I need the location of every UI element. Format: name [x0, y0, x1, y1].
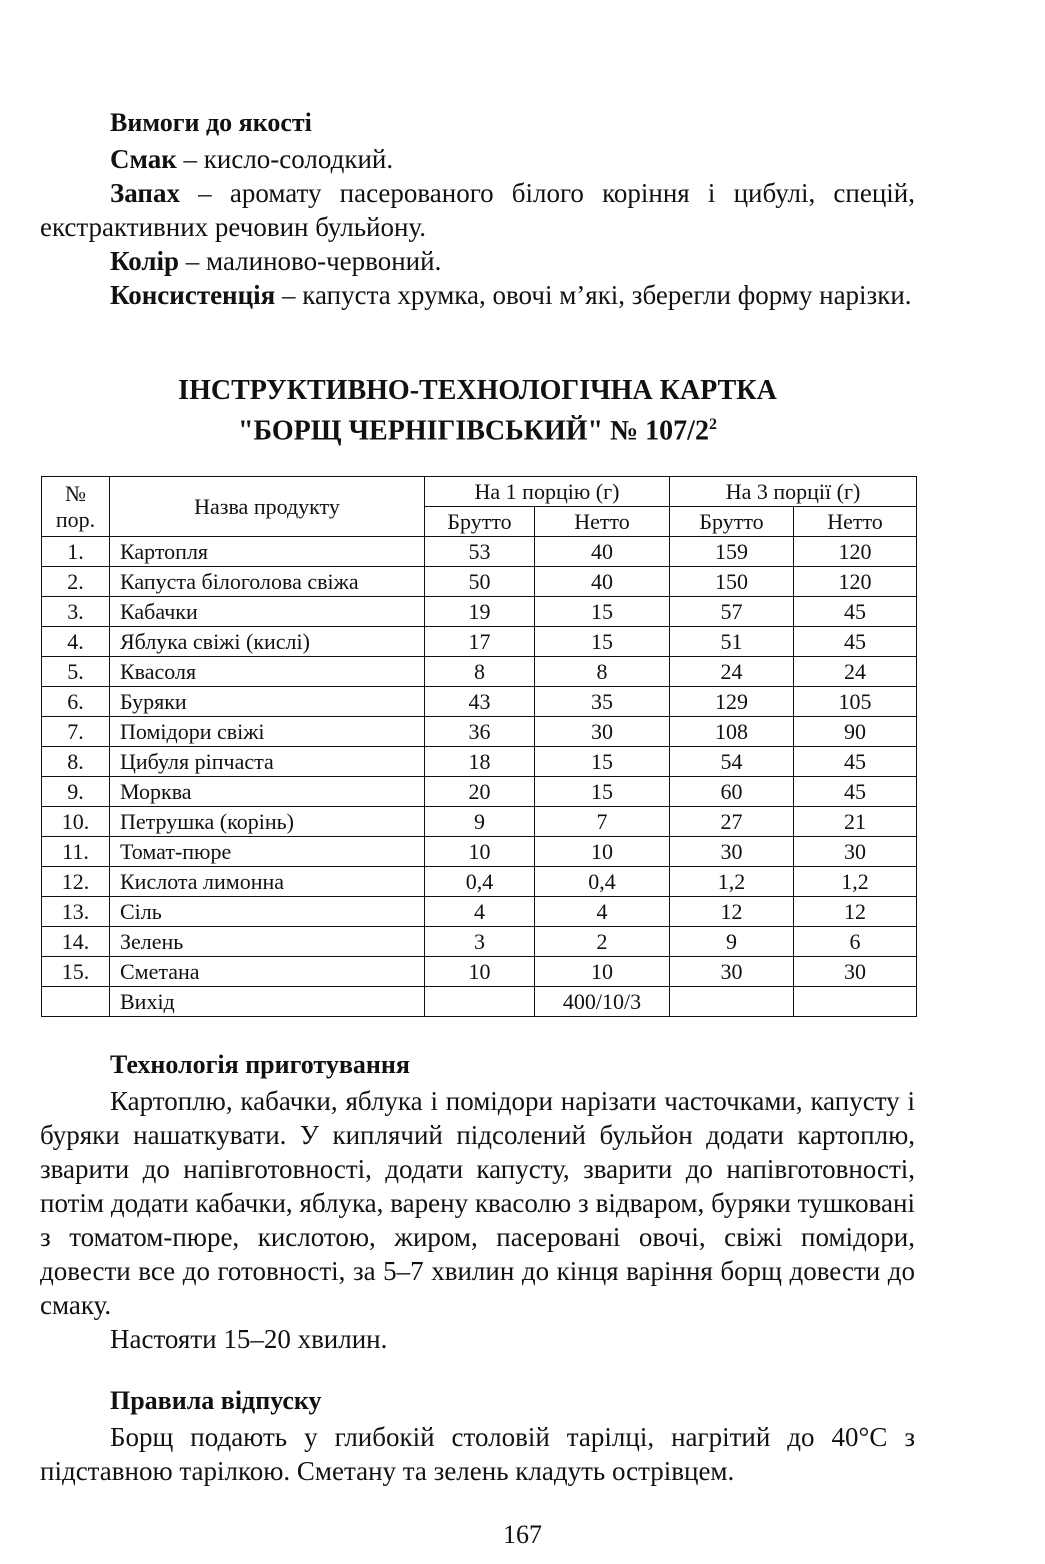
row-netto-1: 2	[535, 927, 670, 957]
table-row	[42, 867, 917, 897]
row-netto-1: 15	[535, 597, 670, 627]
row-brutto-3: 150	[670, 567, 794, 597]
row-brutto-1: 19	[425, 597, 535, 627]
table-row	[42, 597, 917, 627]
table-row	[42, 747, 917, 777]
quality-taste	[40, 142, 915, 176]
row-number: 1.	[42, 537, 110, 567]
row-brutto-1: 20	[425, 777, 535, 807]
table-row	[42, 897, 917, 927]
quality-color	[40, 244, 915, 278]
row-netto-3: 90	[794, 717, 917, 747]
row-brutto-1: 10	[425, 837, 535, 867]
row-netto-3: 120	[794, 567, 917, 597]
row-brutto-1: 43	[425, 687, 535, 717]
output-brutto-1	[425, 987, 535, 1017]
output-label: Вихід	[110, 987, 425, 1017]
row-brutto-3: 60	[670, 777, 794, 807]
color-text: – малиново-червоний.	[179, 246, 442, 276]
row-brutto-3: 27	[670, 807, 794, 837]
table-row	[42, 687, 917, 717]
row-number: 14.	[42, 927, 110, 957]
row-product-name: Томат-пюре	[110, 837, 425, 867]
row-netto-3: 1,2	[794, 867, 917, 897]
header-netto-3: Нетто	[794, 507, 917, 537]
card-title-line1: ІНСТРУКТИВНО-ТЕХНОЛОГІЧНА КАРТКА	[178, 375, 777, 406]
row-product-name: Петрушка (корінь)	[110, 807, 425, 837]
row-product-name: Буряки	[110, 687, 425, 717]
row-brutto-3: 51	[670, 627, 794, 657]
row-number: 10.	[42, 807, 110, 837]
card-title-text: "БОРЩ ЧЕРНІГІВСЬКИЙ" № 107/2	[238, 415, 709, 447]
row-brutto-3: 12	[670, 897, 794, 927]
row-number: 5.	[42, 657, 110, 687]
row-brutto-3: 30	[670, 957, 794, 987]
row-netto-1: 15	[535, 627, 670, 657]
row-brutto-3: 30	[670, 837, 794, 867]
row-brutto-3: 57	[670, 597, 794, 627]
row-netto-1: 10	[535, 837, 670, 867]
row-brutto-1: 18	[425, 747, 535, 777]
row-brutto-1: 8	[425, 657, 535, 687]
color-label: Колір	[110, 246, 180, 276]
row-netto-1: 35	[535, 687, 670, 717]
row-product-name: Яблука свіжі (кислі)	[110, 627, 425, 657]
row-netto-1: 8	[535, 657, 670, 687]
taste-label: Смак	[110, 144, 177, 174]
consistency-label: Консистенція	[110, 280, 276, 310]
row-number: 11.	[42, 837, 110, 867]
row-product-name: Кислота лимонна	[110, 867, 425, 897]
row-brutto-1: 17	[425, 627, 535, 657]
quality-consistency	[40, 278, 915, 312]
row-brutto-1: 36	[425, 717, 535, 747]
row-netto-1: 30	[535, 717, 670, 747]
row-number: 13.	[42, 897, 110, 927]
row-brutto-3: 24	[670, 657, 794, 687]
table-row	[42, 927, 917, 957]
table-row	[42, 957, 917, 987]
row-brutto-3: 159	[670, 537, 794, 567]
row-number: 9.	[42, 777, 110, 807]
row-netto-3: 45	[794, 747, 917, 777]
row-product-name: Сметана	[110, 957, 425, 987]
row-number: 8.	[42, 747, 110, 777]
row-number: 2.	[42, 567, 110, 597]
table-row	[42, 837, 917, 867]
row-netto-3: 105	[794, 687, 917, 717]
row-netto-1: 10	[535, 957, 670, 987]
output-number-cell	[42, 987, 110, 1017]
technology-paragraph-2: Настояти 15–20 хвилин.	[110, 1324, 388, 1354]
smell-text: – аромату пасерованого білого коріння і цибулі, спецій, екстрактивних речовин бульйону.	[40, 178, 915, 242]
header-product-name: Назва продукту	[110, 477, 425, 537]
header-brutto-1: Брутто	[425, 507, 535, 537]
header-three-portions: На 3 порції (г)	[670, 477, 917, 507]
row-product-name: Картопля	[110, 537, 425, 567]
row-netto-3: 30	[794, 957, 917, 987]
row-product-name: Сіль	[110, 897, 425, 927]
smell-label: Запах	[110, 178, 180, 208]
table-row	[42, 627, 917, 657]
row-product-name: Цибуля ріпчаста	[110, 747, 425, 777]
row-netto-1: 40	[535, 537, 670, 567]
row-brutto-3: 108	[670, 717, 794, 747]
header-brutto-3: Брутто	[670, 507, 794, 537]
row-brutto-1: 50	[425, 567, 535, 597]
table-row	[42, 537, 917, 567]
row-brutto-3: 1,2	[670, 867, 794, 897]
serving-paragraph: Борщ подають у глибокій столовій тарілці, нагрітий до 40°С з підставною тарілкою. Сметану та зелень кладуть острівцем.	[40, 1422, 915, 1486]
row-number: 15.	[42, 957, 110, 987]
row-netto-1: 15	[535, 777, 670, 807]
row-brutto-3: 54	[670, 747, 794, 777]
row-netto-1: 15	[535, 747, 670, 777]
row-netto-3: 6	[794, 927, 917, 957]
header-number: № пор.	[42, 477, 110, 537]
row-product-name: Квасоля	[110, 657, 425, 687]
consistency-text: – капуста хрумка, овочі м’які, зберегли форму нарізки.	[275, 280, 912, 310]
row-product-name: Морква	[110, 777, 425, 807]
table-row	[42, 807, 917, 837]
header-netto-1: Нетто	[535, 507, 670, 537]
row-brutto-1: 9	[425, 807, 535, 837]
row-brutto-1: 10	[425, 957, 535, 987]
row-number: 6.	[42, 687, 110, 717]
card-title-line2	[40, 408, 915, 448]
table-row	[42, 717, 917, 747]
row-netto-1: 4	[535, 897, 670, 927]
table-body	[42, 537, 917, 1017]
table-row	[42, 657, 917, 687]
row-brutto-1: 0,4	[425, 867, 535, 897]
technology-heading: Технологія приготування	[110, 1050, 410, 1079]
row-product-name: Капуста білоголова свіжа	[110, 567, 425, 597]
row-netto-3: 45	[794, 627, 917, 657]
row-netto-3: 21	[794, 807, 917, 837]
row-brutto-1: 53	[425, 537, 535, 567]
row-number: 3.	[42, 597, 110, 627]
row-netto-1: 40	[535, 567, 670, 597]
row-netto-1: 0,4	[535, 867, 670, 897]
row-netto-3: 45	[794, 597, 917, 627]
row-product-name: Помідори свіжі	[110, 717, 425, 747]
row-number: 12.	[42, 867, 110, 897]
row-brutto-1: 3	[425, 927, 535, 957]
row-netto-3: 45	[794, 777, 917, 807]
row-brutto-1: 4	[425, 897, 535, 927]
output-value: 400/10/3	[535, 987, 670, 1017]
serving-heading: Правила відпуску	[110, 1386, 322, 1415]
row-netto-3: 120	[794, 537, 917, 567]
row-brutto-3: 129	[670, 687, 794, 717]
row-netto-3: 24	[794, 657, 917, 687]
card-title-sup: 2	[708, 416, 717, 433]
taste-text: – кисло-солодкий.	[176, 144, 394, 174]
table-row	[42, 567, 917, 597]
row-netto-3: 30	[794, 837, 917, 867]
row-number: 7.	[42, 717, 110, 747]
quality-heading: Вимоги до якості	[110, 108, 312, 137]
row-product-name: Кабачки	[110, 597, 425, 627]
row-brutto-3: 9	[670, 927, 794, 957]
row-netto-1: 7	[535, 807, 670, 837]
table-row	[42, 777, 917, 807]
row-product-name: Зелень	[110, 927, 425, 957]
header-one-portion: На 1 порцію (г)	[425, 477, 670, 507]
row-number: 4.	[42, 627, 110, 657]
ingredients-table	[41, 476, 917, 1017]
output-brutto-3	[670, 987, 794, 1017]
output-netto-3	[794, 987, 917, 1017]
table-row-output	[42, 987, 917, 1017]
page-number: 167	[503, 1520, 542, 1549]
technology-paragraph-1: Картоплю, кабачки, яблука і помідори нарізати часточками, капусту і буряки нашаткувати. У киплячий підсолений бульйон додати картоплю, зварити до напівготовності, додати капусту, зварити до напівготовності, потім додати кабачки, яблука, варену квасолю з відваром, буряки тушковані з томатом-пюре, кислотою, жиром, пасеровані овочі, свіжі помідори, довести все до готовності, за 5–7 хвилин до кінця варіння борщ довести до смаку.	[40, 1086, 915, 1320]
row-netto-3: 12	[794, 897, 917, 927]
quality-smell	[40, 176, 915, 244]
